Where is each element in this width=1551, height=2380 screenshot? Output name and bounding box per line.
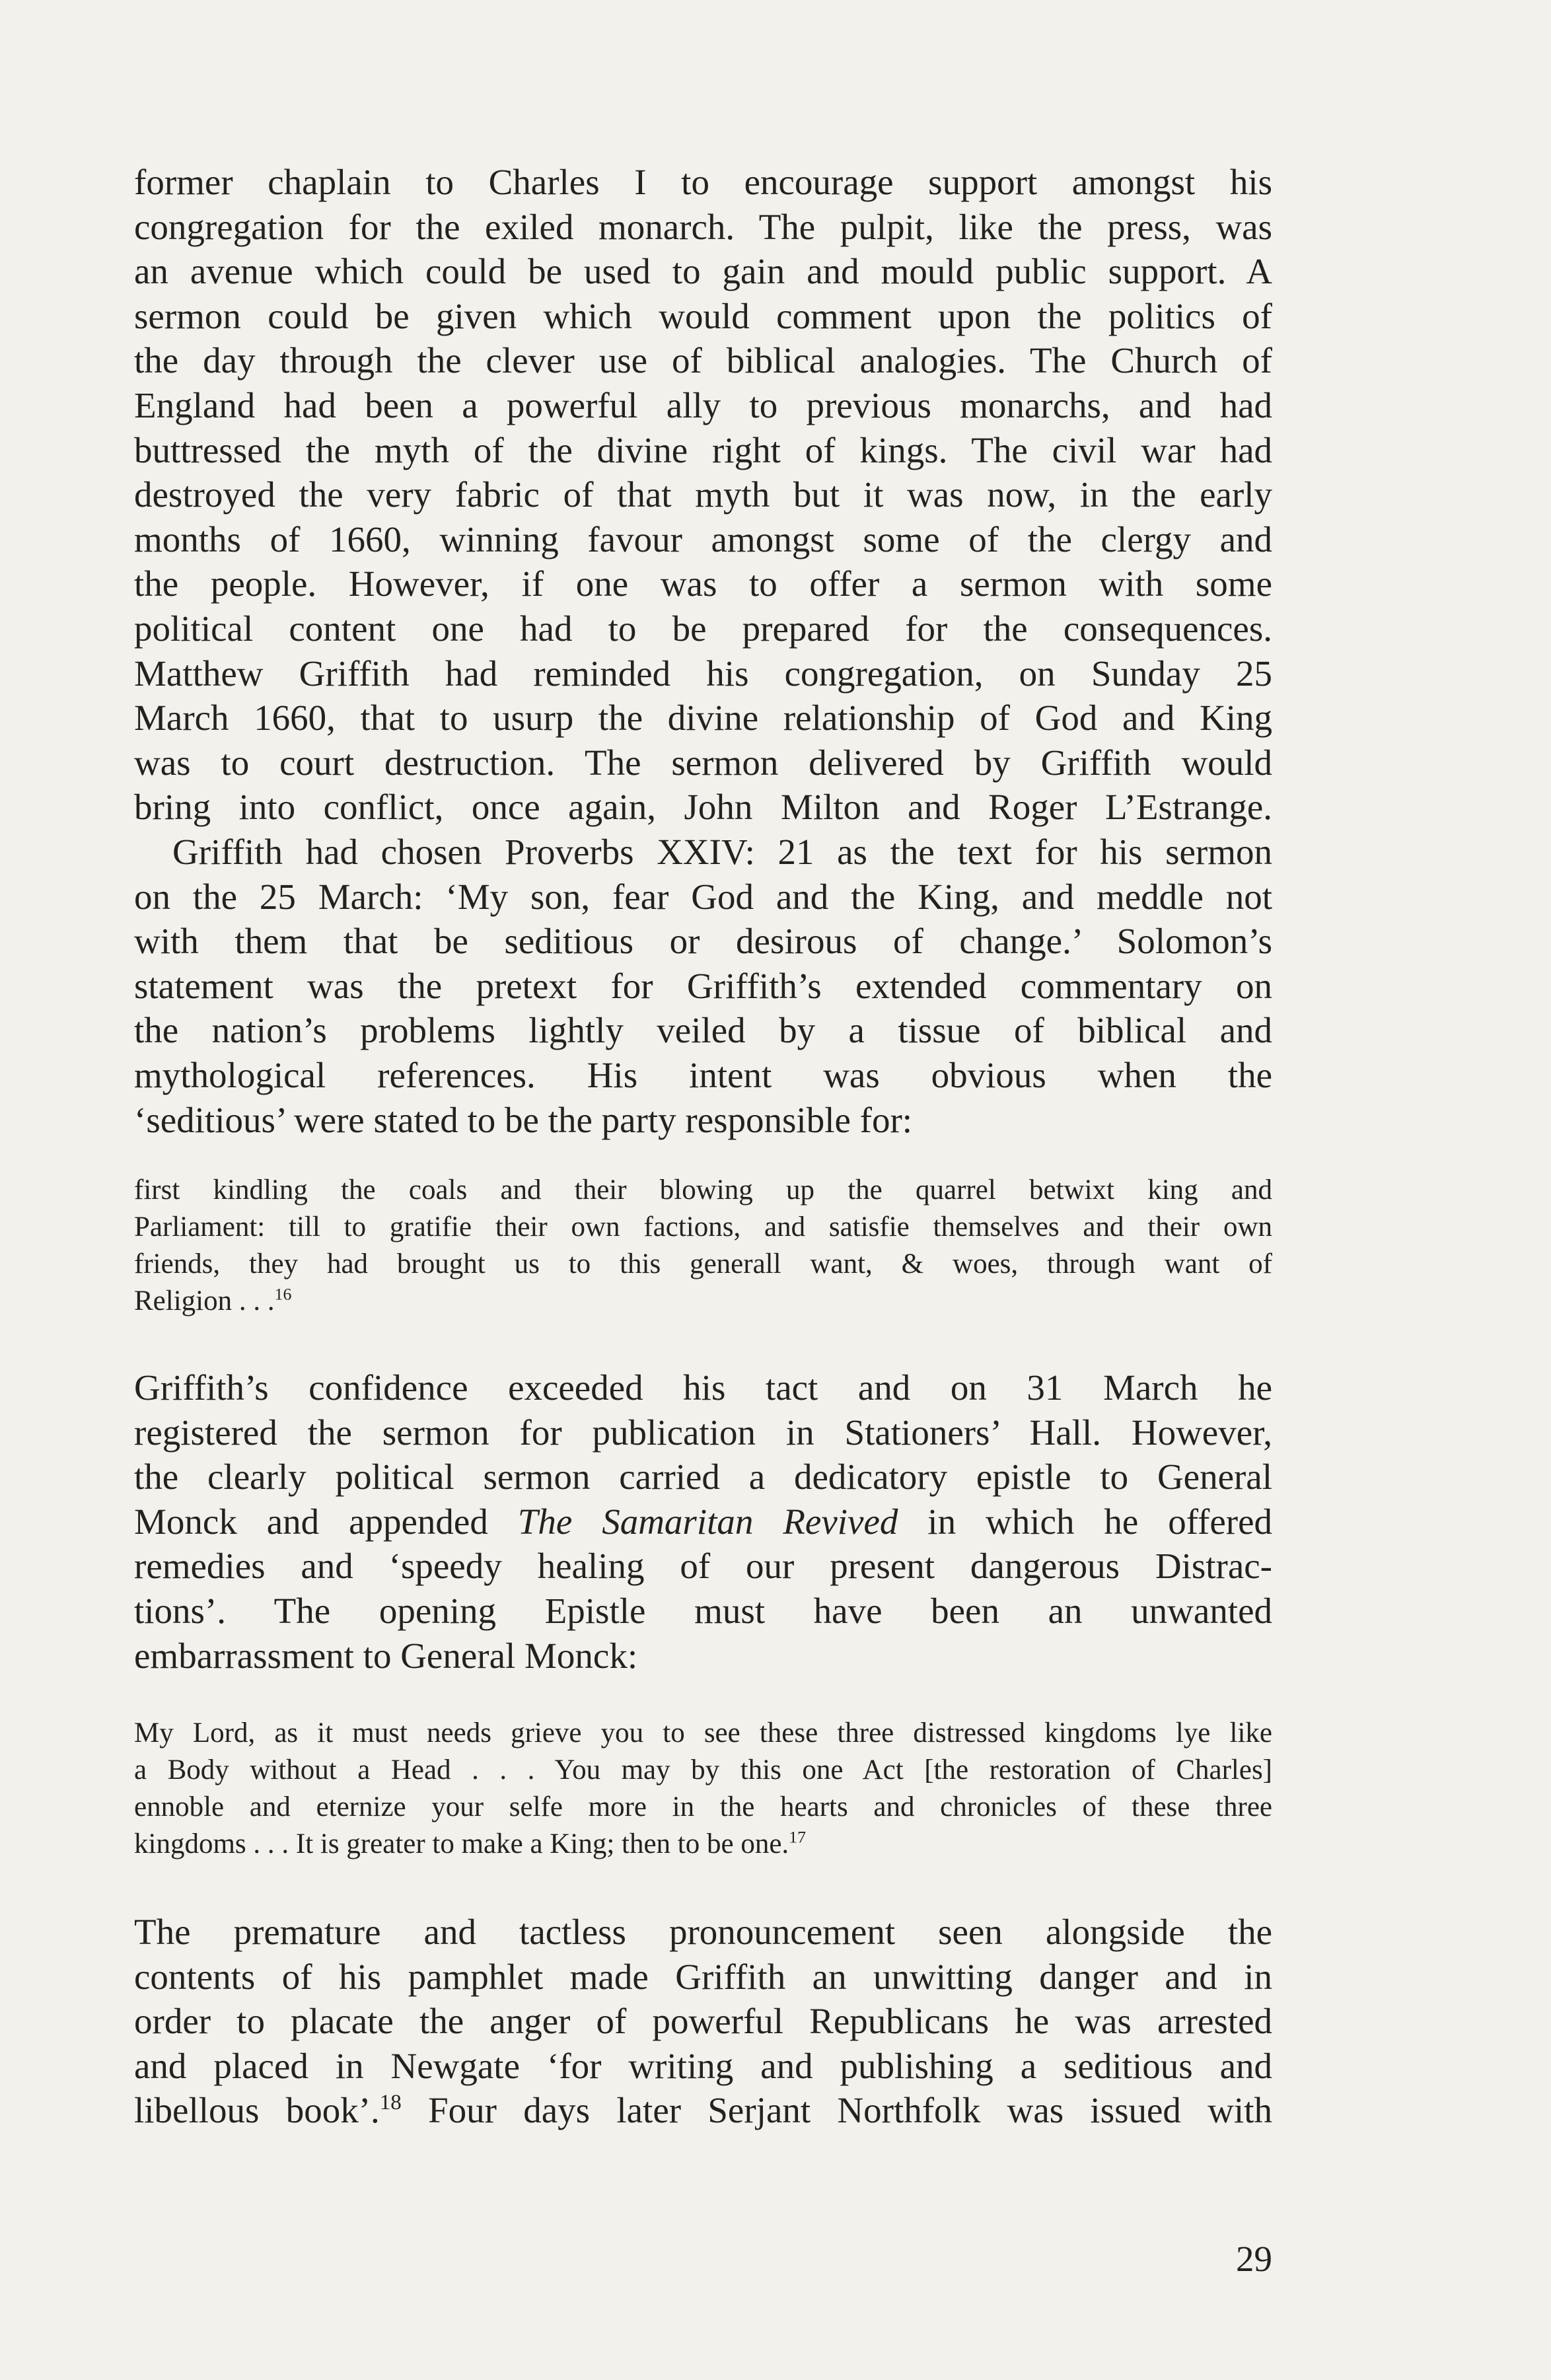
text-line: political content one had to be prepared for the consequences.: [134, 608, 1272, 649]
text-line: [134, 1499, 1272, 1544]
text-line: England had been a powerful ally to previous monarchs, and had: [134, 384, 1272, 425]
text-line: embarrassment to General Monck:: [134, 1635, 638, 1676]
footnote-marker: 16: [274, 1284, 292, 1304]
footnote-marker: 17: [789, 1827, 806, 1847]
text-fragment: Monck and appended: [134, 1501, 518, 1542]
text-line: destroyed the very fabric of that myth but it was now, in the early: [134, 474, 1272, 515]
text-line: remedies and ‘speedy healing of our present dangerous Distrac-: [134, 1546, 1272, 1587]
quote-line: Parliament: till to gratifie their own factions, and satisfie themselves and their own: [134, 1211, 1272, 1243]
footnote-marker: 18: [379, 2091, 402, 2115]
text-line: Griffith’s confidence exceeded his tact and on 31 March he: [134, 1367, 1272, 1408]
paragraph-1: [134, 160, 1272, 830]
text-fragment: Four days later Serjant Northfolk was issued with: [401, 2090, 1272, 2131]
quote-line: My Lord, as it must needs grieve you to see these three distressed kingdoms lye like: [134, 1717, 1272, 1749]
quote-line: [134, 1283, 1272, 1320]
text-line: registered the sermon for publication in Stationers’ Hall. However,: [134, 1412, 1272, 1453]
block-quote-1: [134, 1172, 1272, 1320]
quote-line: friends, they had brought us to this generall want, & woes, through want of: [134, 1248, 1272, 1280]
quote-line-text: Religion . . .: [134, 1285, 275, 1316]
text-line: contents of his pamphlet made Griffith an unwitting danger and in: [134, 1956, 1272, 1997]
text-line: March 1660, that to usurp the divine relationship of God and King: [134, 698, 1272, 739]
text-line: was to court destruction. The sermon delivered by Griffith would: [134, 742, 1272, 783]
text-line: buttressed the myth of the divine right of kings. The civil war had: [134, 429, 1272, 470]
quote-line: ennoble and eternize your selfe more in the hearts and chronicles of these three: [134, 1791, 1272, 1822]
paragraph-4: [134, 1910, 1272, 2133]
paragraph-3: [134, 1365, 1272, 1678]
text-line: former chaplain to Charles I to encourage support amongst his: [134, 162, 1272, 202]
text-fragment: libellous book’.: [134, 2090, 380, 2131]
text-line: the nation’s problems lightly veiled by a tissue of biblical and: [134, 1010, 1272, 1051]
text-line: statement was the pretext for Griffith’s extended commentary on: [134, 965, 1272, 1006]
block-quote-2: [134, 1715, 1272, 1863]
quote-line-text: kingdoms . . . It is greater to make a King; then to be one.: [134, 1828, 789, 1859]
quote-line: first kindling the coals and their blowing up the quarrel betwixt king and: [134, 1174, 1272, 1206]
text-line: ‘seditious’ were stated to be the party responsible for:: [134, 1099, 913, 1140]
text-line: tions’. The opening Epistle must have been an unwanted: [134, 1590, 1272, 1631]
quote-line: a Body without a Head . . . You may by this one Act [the restoration of Charles]: [134, 1754, 1272, 1785]
text-line: congregation for the exiled monarch. The pulpit, like the press, was: [134, 206, 1272, 247]
text-line: Griffith had chosen Proverbs XXIV: 21 as the text for his sermon: [172, 832, 1272, 872]
text-line: bring into conflict, once again, John Milton and Roger L’Estrange.: [134, 787, 1272, 828]
quote-line: [134, 1826, 1272, 1863]
page-number: 29: [1236, 2239, 1272, 2279]
text-line: The premature and tactless pronouncement seen alongside the: [134, 1912, 1272, 1952]
text-line: on the 25 March: ‘My son, fear God and the King, and meddle not: [134, 876, 1272, 917]
text-line: Matthew Griffith had reminded his congregation, on Sunday 25: [134, 653, 1272, 694]
text-fragment: in which he offered: [898, 1501, 1272, 1542]
paragraph-2: [134, 830, 1272, 1142]
text-line: with them that be seditious or desirous of change.’ Solomon’s: [134, 921, 1272, 962]
text-line: [134, 2088, 1272, 2133]
text-line: mythological references. His intent was obvious when the: [134, 1054, 1272, 1095]
text-line: order to placate the anger of powerful Republicans he was arrested: [134, 2001, 1272, 2042]
text-line: sermon could be given which would comment upon the politics of: [134, 295, 1272, 336]
text-line: the day through the clever use of biblical analogies. The Church of: [134, 340, 1272, 381]
text-line: and placed in Newgate ‘for writing and publishing a seditious and: [134, 2045, 1272, 2086]
text-line: an avenue which could be used to gain and mould public support. A: [134, 251, 1272, 292]
text-line: the people. However, if one was to offer a sermon with some: [134, 563, 1272, 604]
book-title: The Samaritan Revived: [517, 1501, 898, 1542]
text-line: the clearly political sermon carried a dedicatory epistle to General: [134, 1457, 1272, 1497]
text-line: months of 1660, winning favour amongst some of the clergy and: [134, 519, 1272, 559]
